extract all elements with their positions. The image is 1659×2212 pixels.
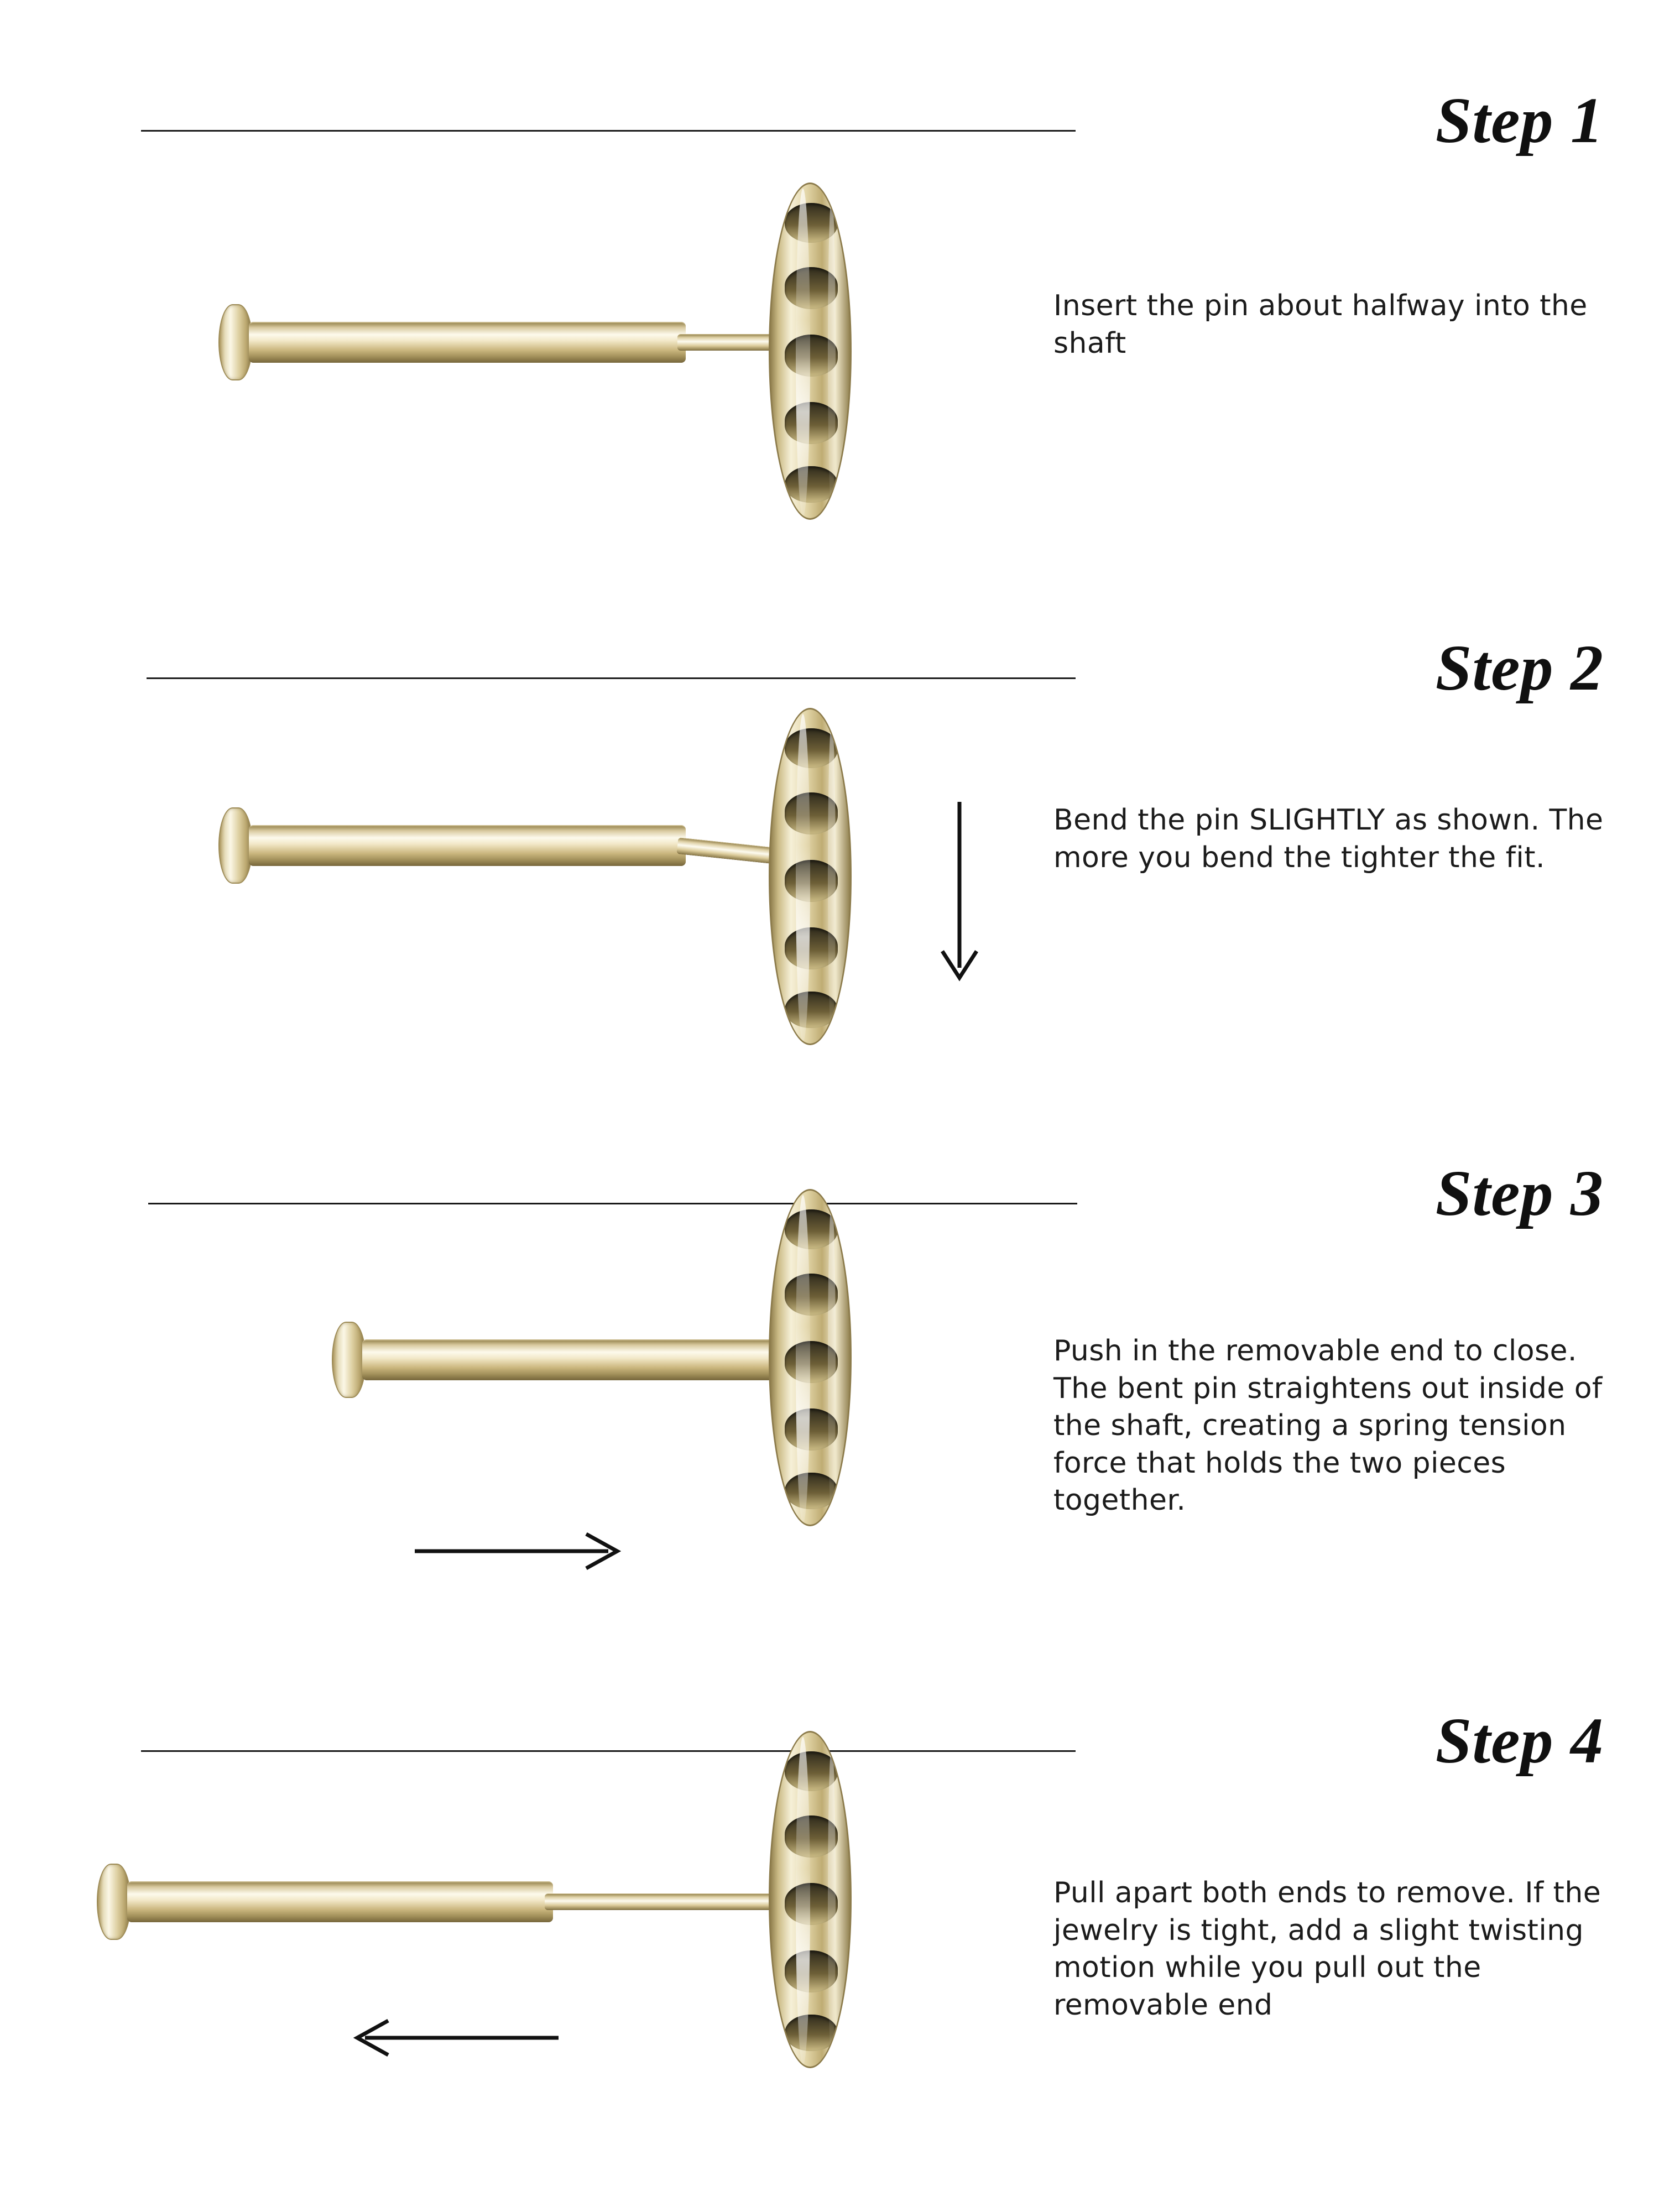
decorative-disc-head [769, 1189, 852, 1526]
decorative-disc-head [769, 1731, 852, 2068]
step-title-2: Step 2 [1435, 632, 1604, 704]
flat-disc-end-icon [218, 807, 253, 884]
step-title-1: Step 1 [1435, 84, 1604, 156]
jewelry-shaft [249, 825, 686, 866]
step-divider-rule [148, 1203, 1077, 1204]
step-block-3 [0, 1156, 1659, 1709]
flat-disc-end-icon [332, 1322, 366, 1398]
head-highlight [796, 189, 810, 517]
head-highlight [828, 1743, 836, 2061]
head-highlight [828, 194, 836, 513]
decorative-disc-head [769, 708, 852, 1045]
step-divider-rule [141, 130, 1076, 132]
head-highlight [796, 1737, 810, 2065]
decorative-disc-head [769, 182, 852, 520]
head-highlight [828, 1201, 836, 1519]
flat-disc-end-icon [218, 304, 253, 380]
jewelry-shaft [249, 322, 686, 363]
step-text-2: Bend the pin SLIGHTLY as shown. The more you bend the tighter the fit. [1053, 804, 1604, 874]
step-divider-rule [141, 1750, 1076, 1752]
step-block-2 [0, 630, 1659, 1161]
step-divider-rule [147, 677, 1076, 679]
head-highlight [828, 719, 836, 1038]
jewelry-pin [545, 1893, 788, 1910]
left-arrow-icon [343, 2013, 564, 2063]
down-arrow-icon [935, 802, 984, 984]
step-title-3: Step 3 [1435, 1157, 1604, 1229]
flat-disc-end-icon [97, 1864, 131, 1940]
step-text-1: Insert the pin about halfway into the shaft [1053, 289, 1588, 360]
step-title-4: Step 4 [1435, 1704, 1604, 1777]
step-block-1 [0, 83, 1659, 636]
step-text-3: Push in the removable end to close. The bent pin straightens out inside of the shaft, creating a spring tension force that holds the two pieces together. [1053, 1334, 1603, 1517]
head-highlight [796, 714, 810, 1042]
step-block-4 [0, 1703, 1659, 2201]
jewelry-shaft [127, 1881, 553, 1922]
step-text-4: Pull apart both ends to remove. If the jewelry is tight, add a slight twisting motion while you pull out the removable end [1053, 1876, 1601, 2022]
right-arrow-icon [415, 1526, 625, 1576]
jewelry-shaft [362, 1339, 785, 1380]
head-highlight [796, 1195, 810, 1524]
